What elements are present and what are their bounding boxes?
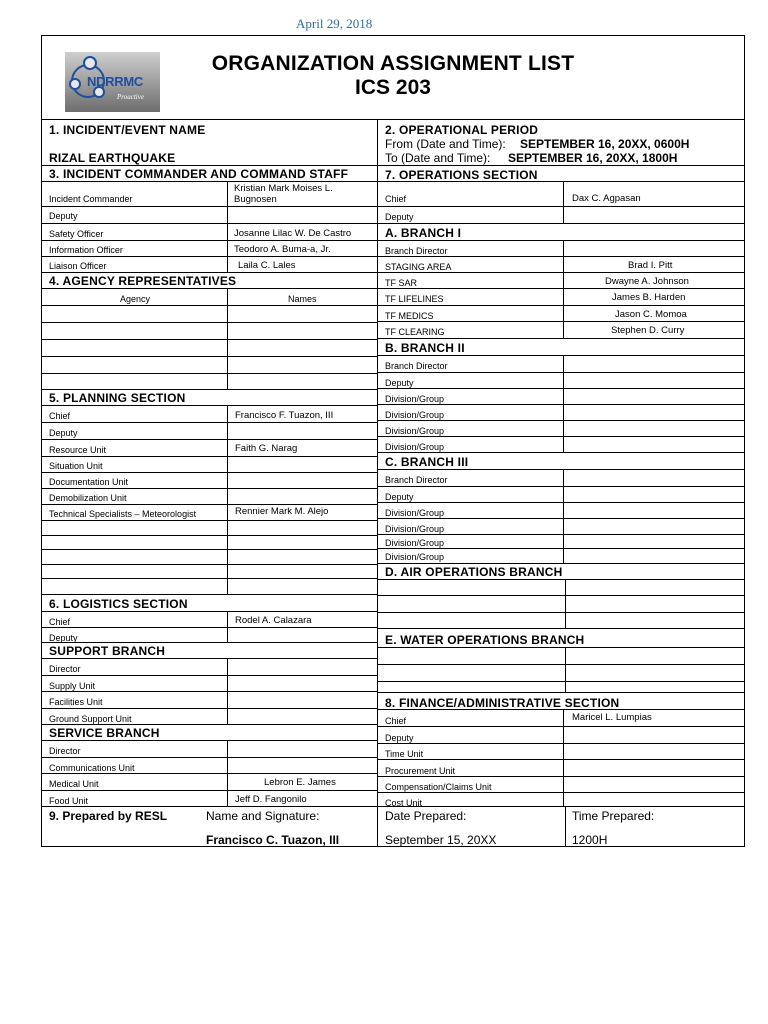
cell-divider: [227, 289, 228, 390]
name-value: Bugnosen: [234, 194, 277, 205]
role-label: Division/Group: [385, 394, 445, 404]
role-label: Incident Commander: [49, 194, 133, 204]
cell-divider: [227, 659, 228, 725]
table-row: [378, 470, 744, 487]
table-row: [378, 744, 744, 760]
table-row: [42, 224, 377, 241]
finance-header: [378, 693, 744, 710]
from-label: From (Date and Time):: [385, 137, 506, 151]
agency-column-header: Agency: [120, 294, 151, 304]
name-value: Maricel L. Lumpias: [572, 712, 652, 723]
role-label: Ground Support Unit: [49, 714, 132, 724]
name-value: Stephen D. Curry: [611, 325, 685, 336]
table-row: [42, 709, 377, 725]
table-row: [42, 457, 377, 473]
table-row: [42, 741, 377, 758]
name-value: Rodel A. Calazara: [235, 615, 312, 626]
logo-tagline: Proactive: [117, 93, 144, 101]
role-label: Demobilization Unit: [49, 493, 127, 503]
table-row: [42, 406, 377, 423]
planning-header: [42, 390, 377, 406]
cell-divider: [563, 182, 564, 224]
role-label: Documentation Unit: [49, 477, 129, 487]
table-row: [378, 648, 744, 665]
role-label: Chief: [385, 194, 407, 204]
role-label: Compensation/Claims Unit: [385, 782, 492, 792]
table-row: [42, 357, 377, 374]
role-label: Division/Group: [385, 426, 445, 436]
table-row: [378, 405, 744, 421]
table-row: [42, 489, 377, 505]
role-label: Branch Director: [385, 246, 448, 256]
table-row: [42, 521, 377, 536]
table-row: [42, 374, 377, 390]
table-row: [378, 760, 744, 777]
name-value: Lebron E. James: [264, 777, 336, 788]
table-row: [378, 273, 744, 289]
command-staff-label: 3. INCIDENT COMMANDER AND COMMAND STAFF: [49, 167, 349, 181]
role-label: Situation Unit: [49, 461, 103, 471]
role-label: Deputy: [385, 492, 414, 502]
planning-label: 5. PLANNING SECTION: [49, 391, 186, 405]
prepared-date-time-block: [378, 807, 744, 846]
table-row: [378, 306, 744, 322]
logistics-header: [42, 595, 377, 612]
role-label: Cost Unit: [385, 798, 423, 808]
cell-divider: [565, 807, 566, 846]
role-label: Division/Group: [385, 508, 445, 518]
table-row: [42, 340, 377, 357]
table-row: [42, 241, 377, 257]
table-row: [42, 758, 377, 774]
table-row: [378, 241, 744, 257]
form-title: ORGANIZATION ASSIGNMENT LIST: [211, 52, 575, 75]
table-row: [42, 505, 377, 521]
table-row: [42, 550, 377, 565]
table-row: [378, 596, 744, 613]
table-row: [378, 289, 744, 306]
branch-3-header: [378, 453, 744, 470]
incident-label: 1. INCIDENT/EVENT NAME: [49, 123, 206, 137]
table-row: [378, 437, 744, 453]
operations-header: [378, 166, 744, 182]
name-signature-value: Francisco C. Tuazon, III: [206, 833, 340, 847]
role-label: Supply Unit: [49, 681, 96, 691]
table-row: [378, 373, 744, 389]
name-value: Teodoro A. Buma-a, Jr.: [234, 244, 331, 255]
table-row: [378, 793, 744, 807]
role-label: Time Unit: [385, 749, 424, 759]
prepared-by-label: 9. Prepared by RESL: [49, 809, 168, 823]
to-value: SEPTEMBER 16, 20XX, 1800H: [508, 151, 678, 165]
role-label: TF CLEARING: [385, 327, 445, 337]
table-row: [42, 257, 377, 273]
to-label: To (Date and Time):: [385, 151, 491, 165]
role-label: Deputy: [385, 733, 414, 743]
role-label: Liaison Officer: [49, 261, 107, 271]
table-row: [378, 580, 744, 596]
table-row: [42, 565, 377, 579]
table-row: [378, 727, 744, 744]
table-row: [42, 659, 377, 676]
table-row: [42, 306, 377, 323]
cell-divider: [227, 182, 228, 273]
name-value: Brad I. Pitt: [628, 260, 673, 271]
table-row: [42, 579, 377, 595]
date-prepared-value: September 15, 20XX: [385, 833, 497, 847]
cell-divider: [565, 648, 566, 693]
water-operations-header: [378, 629, 744, 648]
prepared-by-block: [42, 807, 377, 846]
table-row: [378, 665, 744, 682]
role-label: Division/Group: [385, 552, 445, 562]
cell-divider: [563, 241, 564, 339]
service-branch-label: SERVICE BRANCH: [49, 726, 160, 740]
cell-divider: [563, 470, 564, 564]
role-label: Deputy: [49, 211, 78, 221]
operational-period-label: 2. OPERATIONAL PERIOD: [385, 123, 539, 137]
cell-divider: [565, 580, 566, 629]
table-row: [42, 323, 377, 340]
table-row: [378, 322, 744, 339]
role-label: Deputy: [385, 212, 414, 222]
role-label: Resource Unit: [49, 445, 107, 455]
table-row: [378, 549, 744, 564]
table-row: [378, 182, 744, 207]
table-row: [42, 536, 377, 550]
command-staff-header: [42, 166, 377, 182]
role-label: Division/Group: [385, 538, 445, 548]
document-date: April 29, 2018: [296, 16, 373, 31]
table-row: [42, 628, 377, 643]
name-signature-label: Name and Signature:: [206, 809, 320, 823]
finance-label: 8. FINANCE/ADMINISTRATIVE SECTION: [385, 696, 620, 710]
table-row: [378, 682, 744, 693]
role-label: Division/Group: [385, 410, 445, 420]
role-label: Branch Director: [385, 361, 448, 371]
role-label: Facilities Unit: [49, 697, 103, 707]
cell-divider: [227, 406, 228, 595]
date-prepared-label: Date Prepared:: [385, 809, 467, 823]
role-label: Medical Unit: [49, 779, 99, 789]
form-header: [42, 36, 744, 120]
table-row: [378, 207, 744, 224]
name-value: Dwayne A. Johnson: [605, 276, 689, 287]
table-row: [42, 774, 377, 791]
table-row: [378, 613, 744, 629]
branch-2-label: B. BRANCH II: [385, 341, 465, 355]
agency-reps-header: [42, 273, 377, 289]
air-operations-header: [378, 564, 744, 580]
table-row: [42, 182, 377, 207]
role-label: Chief: [49, 411, 71, 421]
operations-label: 7. OPERATIONS SECTION: [385, 168, 538, 182]
time-prepared-label: Time Prepared:: [572, 809, 655, 823]
table-row: [42, 676, 377, 692]
table-row: [378, 487, 744, 503]
incident-name: RIZAL EARTHQUAKE: [49, 151, 176, 165]
support-branch-header: [42, 643, 377, 659]
water-operations-label: E. WATER OPERATIONS BRANCH: [385, 633, 585, 647]
table-row: [42, 612, 377, 628]
name-value: Francisco F. Tuazon, III: [235, 410, 334, 421]
logistics-label: 6. LOGISTICS SECTION: [49, 597, 188, 611]
time-prepared-value: 1200H: [572, 833, 608, 847]
ics-203-form: [41, 35, 745, 847]
table-row: [42, 692, 377, 709]
name-value: Dax C. Agpasan: [572, 193, 641, 204]
service-branch-header: [42, 725, 377, 741]
table-row: [378, 519, 744, 535]
cell-divider: [227, 741, 228, 807]
name-value: Jason C. Momoa: [615, 309, 687, 320]
name-value: Kristian Mark Moises L.: [234, 183, 333, 194]
role-label: Chief: [385, 716, 407, 726]
table-row: [378, 421, 744, 437]
from-value: SEPTEMBER 16, 20XX, 0600H: [520, 137, 690, 151]
role-label: STAGING AREA: [385, 262, 452, 272]
names-column-header: Names: [288, 294, 317, 304]
role-label: Director: [49, 746, 81, 756]
name-value: Rennier Mark M. Alejo: [235, 506, 329, 517]
agency-reps-label: 4. AGENCY REPRESENTATIVES: [49, 274, 237, 288]
role-label: Branch Director: [385, 475, 448, 485]
table-row: [378, 710, 744, 727]
name-value: James B. Harden: [612, 292, 686, 303]
role-label: Technical Specialists – Meteorologist: [49, 509, 197, 519]
logo-text: NDRRMC: [87, 74, 143, 89]
role-label: Chief: [49, 617, 71, 627]
role-label: Division/Group: [385, 442, 445, 452]
role-label: Safety Officer: [49, 229, 104, 239]
table-row: [378, 257, 744, 273]
branch-1-label: A. BRANCH I: [385, 226, 462, 240]
cell-divider: [227, 612, 228, 643]
branch-2-header: [378, 339, 744, 356]
role-label: Communications Unit: [49, 763, 135, 773]
table-row: [378, 777, 744, 793]
role-label: Food Unit: [49, 796, 89, 806]
support-branch-label: SUPPORT BRANCH: [49, 644, 166, 658]
incident-block: [42, 120, 377, 166]
table-row: [42, 423, 377, 440]
table-row: [42, 207, 377, 224]
name-value: Josanne Lilac W. De Castro: [234, 228, 352, 239]
cell-divider: [563, 710, 564, 807]
role-label: Information Officer: [49, 245, 123, 255]
operational-period-block: [378, 120, 744, 166]
role-label: Deputy: [49, 428, 78, 438]
table-row: [378, 503, 744, 519]
table-row: [42, 473, 377, 489]
role-label: Director: [49, 664, 81, 674]
role-label: Division/Group: [385, 524, 445, 534]
table-row: [378, 389, 744, 405]
branch-3-label: C. BRANCH III: [385, 455, 469, 469]
role-label: TF LIFELINES: [385, 294, 444, 304]
table-row: [378, 535, 744, 549]
air-operations-label: D. AIR OPERATIONS BRANCH: [385, 565, 563, 579]
table-row: [42, 791, 377, 807]
role-label: TF SAR: [385, 278, 418, 288]
table-header-row: [42, 289, 377, 306]
role-label: TF MEDICS: [385, 311, 434, 321]
table-row: [378, 356, 744, 373]
name-value: Jeff D. Fangonilo: [235, 794, 307, 805]
role-label: Procurement Unit: [385, 766, 456, 776]
form-number: ICS 203: [355, 76, 431, 99]
table-row: [42, 440, 377, 457]
name-value: Laila C. Lales: [238, 260, 296, 271]
role-label: Deputy: [49, 633, 78, 643]
role-label: Deputy: [385, 378, 414, 388]
name-value: Faith G. Narag: [235, 443, 298, 454]
branch-1-header: [378, 224, 744, 241]
cell-divider: [563, 356, 564, 453]
